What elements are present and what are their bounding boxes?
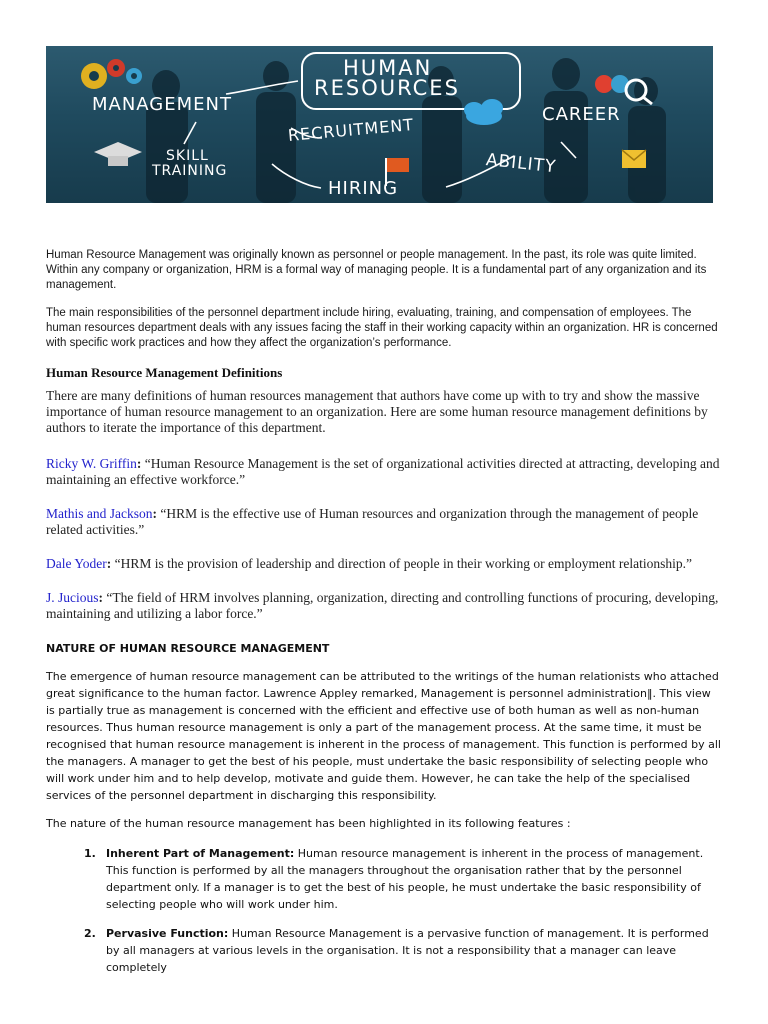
definition-author: J. Jucious (46, 590, 99, 605)
definitions-intro: There are many definitions of human resources management that authors have come up with to try and show the massive importance of human resource management to an organization. Here are some human resource management definitions by authors to iterate the importance of this department. (46, 388, 708, 435)
people-icon (595, 75, 629, 93)
definition-separator: : (106, 556, 112, 571)
feature-text: Human Resource Management is a pervasive function of management. It is performed by all managers at various levels in the organisation. It is not a responsibility that a manager can leave completely (106, 927, 709, 974)
definition-separator: : (152, 506, 157, 521)
envelope-icon (622, 150, 646, 168)
banner-word-skill: SKILL (166, 148, 209, 164)
list-number: 1. (84, 847, 96, 860)
banner-word-career: CAREER (542, 104, 621, 125)
banner-word-recruitment: RECRUITMENT (287, 115, 415, 145)
intro-paragraph-1: Human Resource Management was originally known as personnel or people management. In the past, its role was quite limited. Within any company or organization, HRM is a formal way of managing people. It is a fundamental part of any organization and its management. (46, 249, 707, 291)
hr-banner-image (46, 46, 713, 203)
definition-quote: “The field of HRM involves planning, organization, directing and controlling functions of procuring, developing, maintaining and utilizing a labor force.” (46, 590, 719, 621)
definition-author: Mathis and Jackson (46, 506, 153, 521)
banner-word-training: TRAINING (152, 163, 228, 179)
banner-word-human: HUMAN (343, 56, 433, 80)
definition-item (46, 506, 722, 538)
feature-title: Pervasive Function: (106, 927, 229, 940)
list-item (46, 845, 722, 913)
list-item (46, 925, 722, 976)
definition-item (46, 556, 722, 572)
definition-quote: “HRM is the effective use of Human resources and organization through the management of people related activities.” (46, 506, 699, 537)
definitions-heading: Human Resource Management Definitions (46, 365, 283, 380)
definition-item (46, 590, 722, 622)
definition-quote: “Human Resource Management is the set of organizational activities directed at attracting, developing and maintaining an effective workforce.” (46, 456, 720, 487)
definition-author: Dale Yoder (46, 556, 107, 571)
banner-word-resources: RESOURCES (314, 76, 460, 100)
feature-text: Human resource management is inherent in the process of management. This function is performed by all the managers throughout the organisation rather that by the personnel department only. If a manager is to get the best of his people, he must undertake the basic responsibility of selecting people who will work under him. (106, 847, 704, 911)
definition-separator: : (136, 456, 142, 471)
definition-author: Ricky W. Griffin (46, 456, 137, 471)
nature-paragraph-2: The nature of the human resource management has been highlighted in its following features : (46, 817, 571, 830)
cloud-icon (464, 99, 503, 125)
banner-word-hiring: HIRING (328, 178, 399, 199)
features-list (46, 845, 722, 988)
definition-quote: “HRM is the provision of leadership and direction of people in their working or employment relationship.” (111, 556, 692, 571)
gear-icon (81, 59, 142, 89)
graduation-cap-icon (94, 142, 142, 166)
banner-word-management: MANAGEMENT (92, 94, 232, 115)
banner-word-ability: ABILITY (484, 150, 558, 178)
intro-paragraph-2: The main responsibilities of the personnel department include hiring, evaluating, training, and compensation of employees. The human resources department deals with any issues facing the staff in their working capacity within an organization. HR is concerned with specific work practices and how they affect the organization’s performance. (46, 307, 718, 349)
feature-title: Inherent Part of Management: (106, 847, 295, 860)
list-number: 2. (84, 927, 96, 940)
definition-separator: : (98, 590, 104, 605)
nature-heading: NATURE OF HUMAN RESOURCE MANAGEMENT (46, 642, 330, 655)
definition-item (46, 456, 722, 488)
nature-paragraph-1: The emergence of human resource management can be attributed to the writings of the human relationists who attached great significance to the human factor. Lawrence Appley remarked, Management is personnel administration‖. This view is partially true as management is concerned with the efficient and effective use of both human as well as non-human resources. Thus human resource management is only a part of the management process. At the same time, it must be recognised that human resource management is inherent in the process of management. This function is performed by all the managers. A manager to get the best of his people, must undertake the basic responsibility of selecting people who will work under him and to help develop, motivate and guide them. However, he can take the help of the specialised services of the personnel department in discharging this responsibility. (46, 670, 721, 802)
